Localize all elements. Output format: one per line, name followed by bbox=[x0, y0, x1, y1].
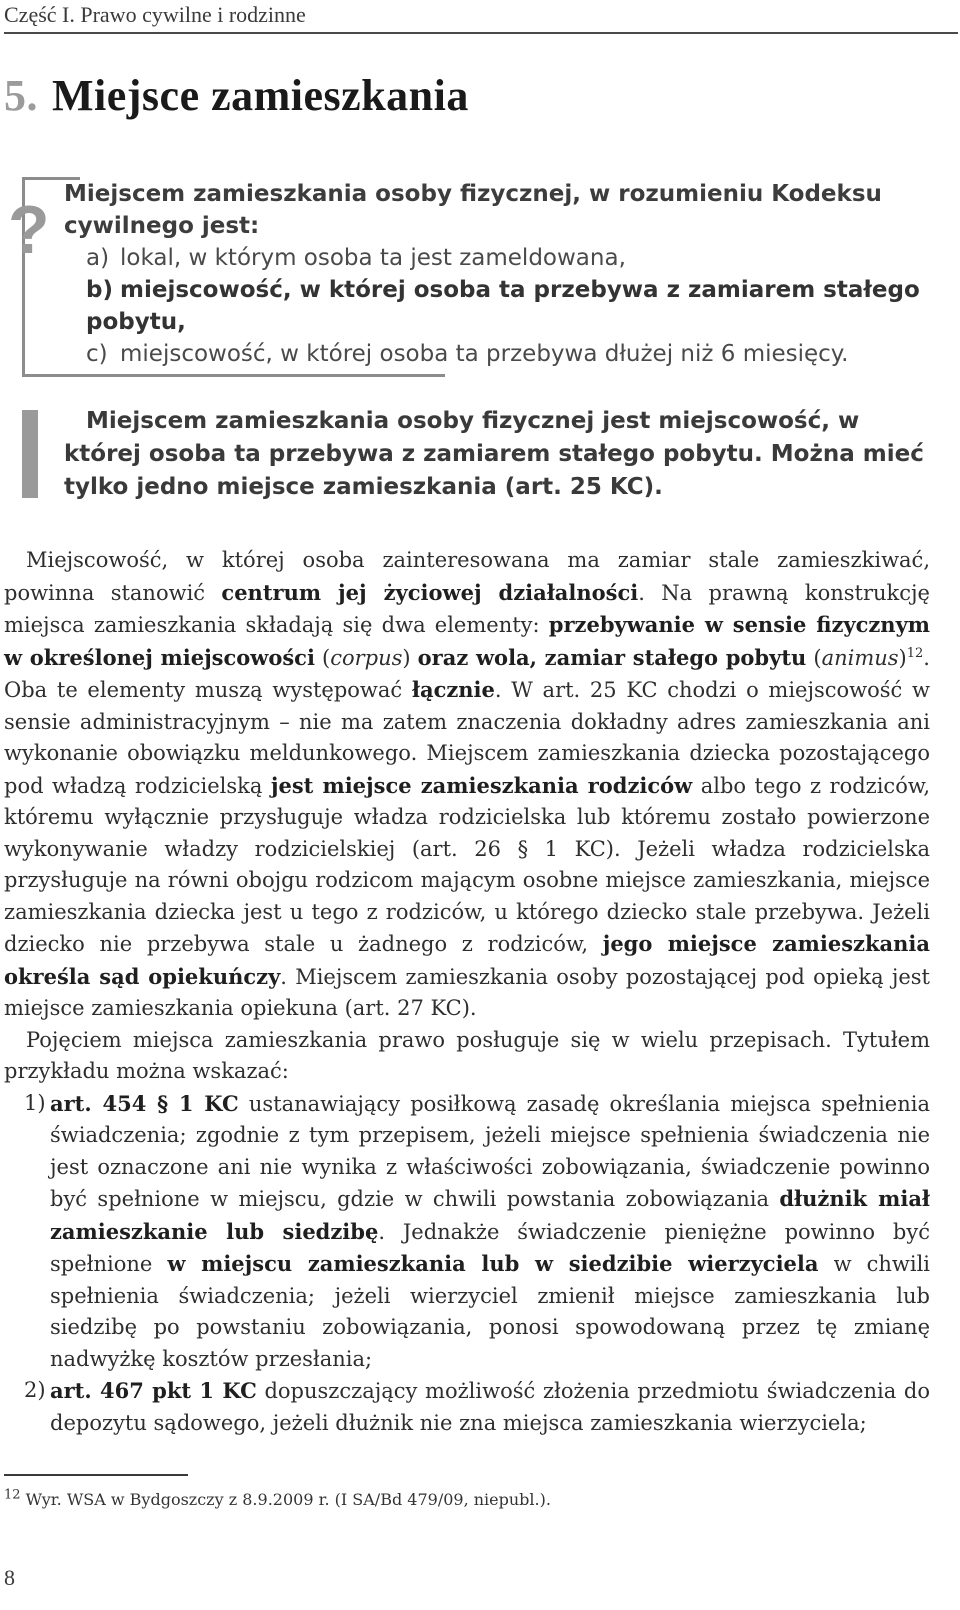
option-label: c) bbox=[86, 341, 108, 367]
list-number: 1) bbox=[24, 1090, 46, 1115]
footnote bbox=[4, 1487, 904, 1509]
option-label: a) bbox=[86, 245, 110, 271]
body-text bbox=[4, 545, 930, 1439]
bold-run: art. 454 § 1 KC bbox=[50, 1090, 239, 1116]
italic-run: animus bbox=[821, 645, 899, 670]
text-run: ) bbox=[402, 645, 418, 670]
footnote-text: Wyr. WSA w Bydgoszczy z 8.9.2009 r. (I SA/Bd 479/09, niepubl.). bbox=[20, 1490, 551, 1509]
list-item bbox=[4, 1375, 930, 1439]
option-a bbox=[86, 242, 944, 274]
chapter-title bbox=[4, 70, 469, 121]
question-text: Miejscem zamieszkania osoby fizycznej, w rozumieniu Kodeksu cywilnego jest: bbox=[64, 181, 882, 239]
footnote-ref[interactable]: 12 bbox=[906, 645, 924, 661]
text-run: ( bbox=[314, 645, 331, 670]
footnote-rule bbox=[4, 1474, 188, 1476]
bold-run: łącznie bbox=[411, 677, 495, 702]
footnote-number: 12 bbox=[4, 1487, 21, 1503]
question-block bbox=[64, 178, 944, 370]
text-run: w chwili spełnienia świadczenia; jeżeli wierzyciel zmienił miejsce zamieszkania lub siedzibę po powstaniu zobowiązania, ponosi spowodowaną przez tę zmianę nadwyżkę kosztów przesłania; bbox=[50, 1252, 930, 1371]
text-run: . Na prawną konstrukcję miejsca zamieszkania składają się dwa elementy: bbox=[4, 580, 930, 637]
text-run: Miejscowość, w której osoba zainteresowana ma zamiar stale zamieszkiwać, powinna stanowić bbox=[4, 548, 930, 605]
question-mark-icon: ? bbox=[8, 192, 50, 268]
bold-run: centrum jej życiowej działalności bbox=[221, 579, 639, 605]
chapter-number: 5. bbox=[4, 71, 38, 120]
running-header: Część I. Prawo cywilne i rodzinne bbox=[4, 2, 306, 27]
text-run: . W art. 25 KC chodzi o miejscowość w sensie administracyjnym – nie ma zatem znaczenia dokładny adres zamieszkania ani wykonanie obowiązku meldunkowego. Miejscem zamieszkania dziecka pozostającego pod władzą rodzicielską bbox=[4, 678, 930, 798]
text-run: ( bbox=[806, 645, 822, 670]
text-run: dopuszczający możliwość złożenia przedmiotu świadczenia do depozytu sądowego, jeżeli dłużnik nie zna miejsca zamieszkania wierzyciela; bbox=[50, 1379, 930, 1435]
chapter-title-text: Miejsce zamieszkania bbox=[52, 71, 469, 120]
paragraph bbox=[4, 545, 930, 1025]
list-number: 2) bbox=[24, 1378, 46, 1402]
text-run: . Jednakże świadczenie pieniężne powinno być spełnione bbox=[50, 1219, 930, 1276]
option-text: miejscowość, w której osoba ta przebywa z zamiarem stałego pobytu, bbox=[86, 277, 920, 335]
option-label: b) bbox=[86, 277, 113, 303]
bold-run: jego miejsce zamieszkania określa sąd opiekuńczy bbox=[4, 931, 930, 989]
list-item bbox=[4, 1088, 930, 1376]
text-run: ) bbox=[898, 645, 907, 670]
paragraph: Pojęciem miejsca zamieszkania prawo posługuje się w wielu przepisach. Tytułem przykładu można wskazać: bbox=[4, 1027, 930, 1083]
bold-run: jest miejsce zamieszkania rodziców bbox=[270, 772, 693, 798]
text-run: albo tego z rodziców, któremu wyłącznie przysługuje władza rodzicielska lub któremu zostało powierzone wykonywanie władzy rodzicielskiej (art. 26 § 1 KC). Jeżeli władza rodzicielska przysługuje na równi obojgu rodzicom mającym osobne miejsce zamieszkania, miejsce zamieszkania dziecka jest u tego z rodziców, u którego dziecko stale przebywa. Jeżeli dziecko nie przebywa stale u żadnego z rodziców, bbox=[4, 773, 930, 956]
italic-run: corpus bbox=[330, 645, 403, 670]
bold-run: przebywanie w sensie fizycznym w określonej miejscowości bbox=[4, 612, 930, 670]
answer-marker-bar bbox=[22, 410, 38, 498]
option-c bbox=[86, 338, 944, 370]
option-text: miejscowość, w której osoba ta przebywa dłużej niż 6 miesięcy. bbox=[120, 341, 849, 367]
bold-run: oraz wola, zamiar stałego pobytu bbox=[417, 644, 807, 670]
option-text: lokal, w którym osoba ta jest zameldowana, bbox=[120, 245, 626, 271]
text-run: . Oba te elementy muszą występować bbox=[4, 645, 930, 702]
header-rule bbox=[4, 32, 958, 34]
bold-run: dłużnik miał zamieszkanie lub siedzibę bbox=[50, 1186, 931, 1244]
text-run: ustanawiający posiłkową zasadę określania miejsca spełnienia świadczenia; zgodnie z tym przepisem, jeżeli miejsce spełnienia świadczenia nie jest oznaczone ani nie wynika z właściwości zobowiązania, świadczenie powinno być spełnione w miejscu, gdzie w chwili powstania zobowiązania bbox=[50, 1091, 930, 1211]
bold-run: w miejscu zamieszkania lub w siedzibie wierzyciela bbox=[167, 1251, 819, 1276]
page-number: 8 bbox=[4, 1565, 15, 1590]
bold-run: art. 467 pkt 1 KC bbox=[50, 1378, 257, 1403]
example-list bbox=[4, 1088, 930, 1440]
text-run: . Miejscem zamieszkania osoby pozostającej pod opieką jest miejsce zamieszkania opiekuna (art. 27 KC). bbox=[4, 964, 930, 1020]
answer-text: Miejscem zamieszkania osoby fizycznej jest miejscowość, w której osoba ta przebywa z zamiarem stałego pobytu. Można mieć tylko jedno miejsce zamieszkania (art. 25 KC). bbox=[64, 408, 924, 500]
option-b bbox=[86, 274, 944, 338]
